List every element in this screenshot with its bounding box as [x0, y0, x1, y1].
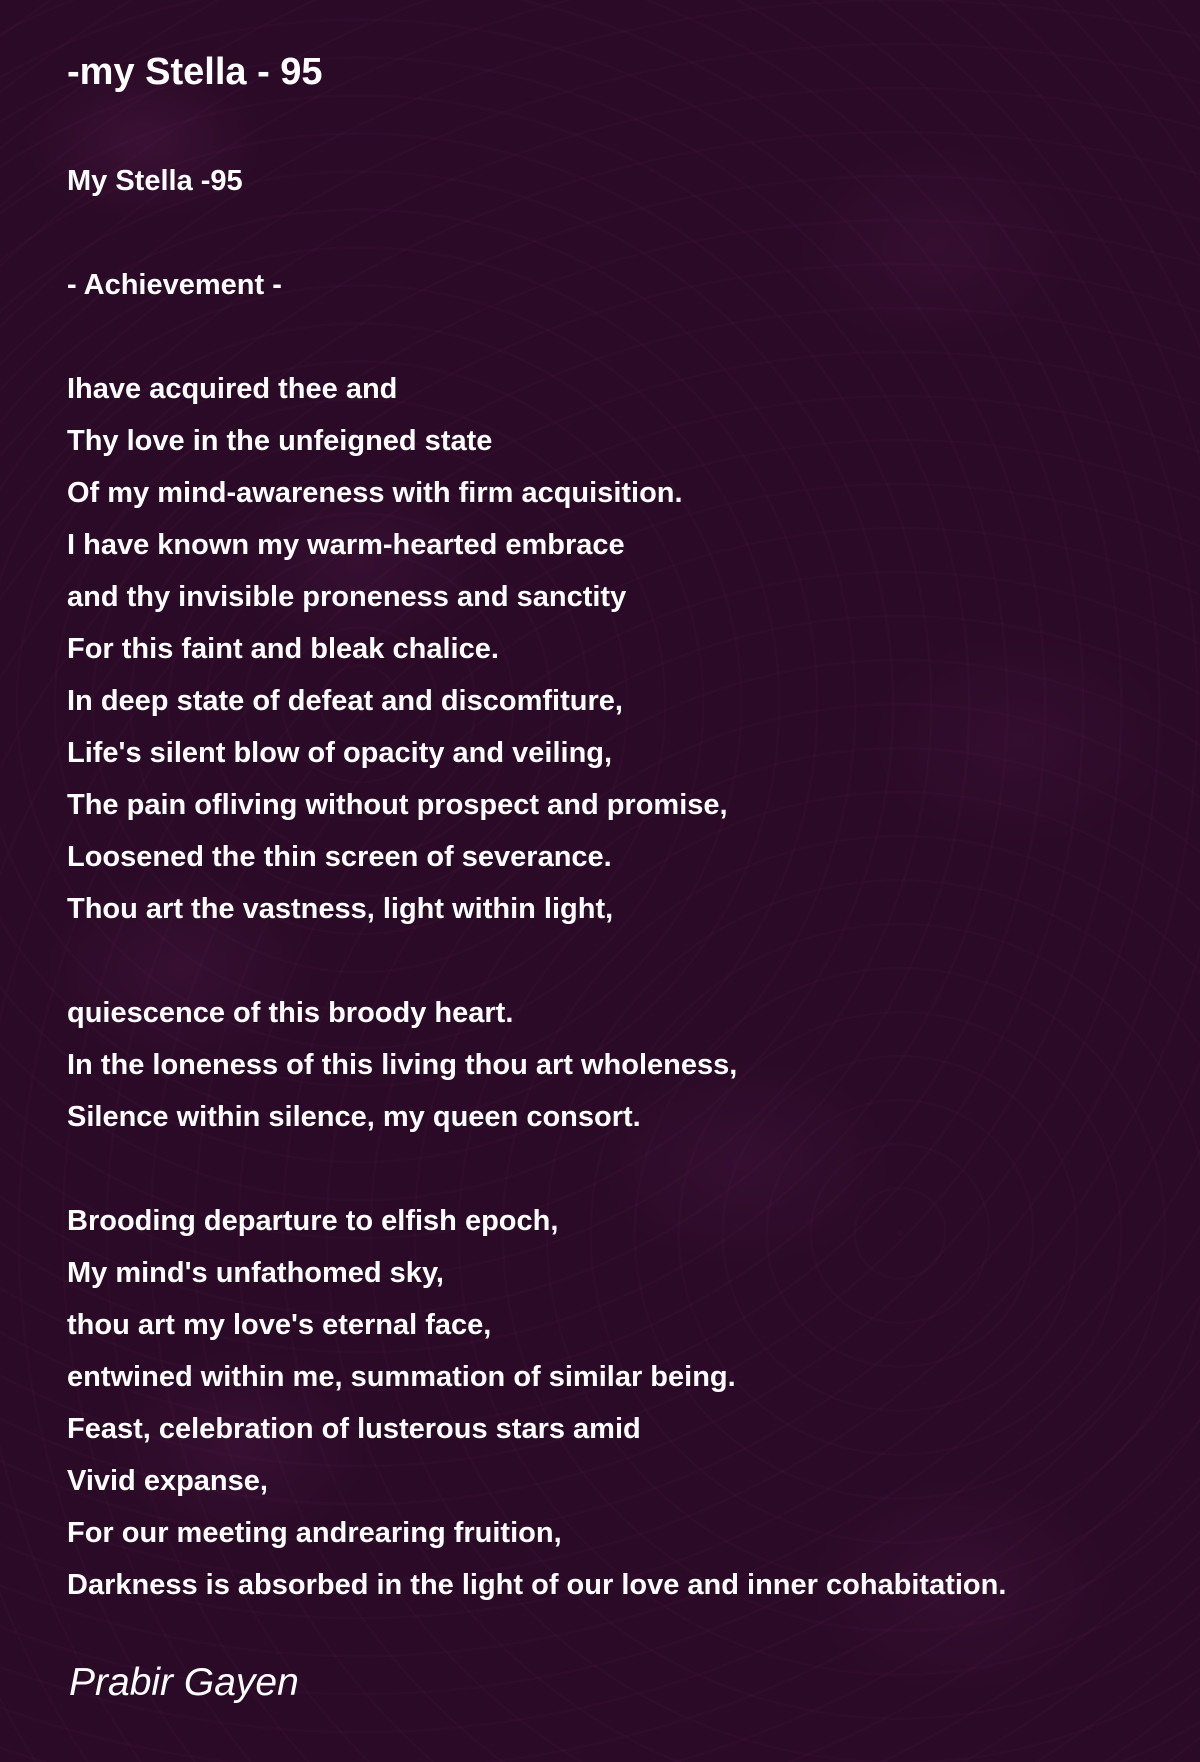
poem-line: Life's silent blow of opacity and veiling,: [67, 737, 613, 769]
poem-line: For this faint and bleak chalice.: [67, 633, 499, 665]
poem-line: The pain ofliving without prospect and promise,: [67, 789, 728, 821]
poem-line: Silence within silence, my queen consort.: [67, 1101, 641, 1133]
poem-line: Thou art the vastness, light within light,: [67, 893, 614, 925]
poem-line: quiescence of this broody heart.: [67, 997, 514, 1029]
poem-line: entwined within me, summation of similar being.: [67, 1361, 736, 1393]
poem-line: thou art my love's eternal face,: [67, 1309, 492, 1341]
poem-line: Vivid expanse,: [67, 1465, 268, 1497]
stanza-break: [67, 207, 1177, 259]
poem-line: I have known my warm-hearted embrace: [67, 529, 625, 561]
stanza-break: [67, 935, 1177, 987]
stanza-break: [67, 1143, 1177, 1195]
poem-line: - Achievement -: [67, 269, 282, 301]
poem-line: In deep state of defeat and discomfiture,: [67, 685, 623, 717]
poem-line: Loosened the thin screen of severance.: [67, 841, 612, 873]
poem-line: My Stella -95: [67, 165, 243, 197]
poem-line: Brooding departure to elfish epoch,: [67, 1205, 559, 1237]
poem-line: Of my mind-awareness with firm acquisition.: [67, 477, 683, 509]
poem-line: Darkness is absorbed in the light of our love and inner cohabitation.: [67, 1569, 1007, 1601]
poem-line: Feast, celebration of lusterous stars amid: [67, 1413, 641, 1445]
poem-author: Prabir Gayen: [69, 1661, 299, 1704]
poem-line: Thy love in the unfeigned state: [67, 425, 493, 457]
stanza-break: [67, 311, 1177, 363]
poem-line: For our meeting andrearing fruition,: [67, 1517, 562, 1549]
poem-line: and thy invisible proneness and sanctity: [67, 581, 627, 613]
poem-line: In the loneness of this living thou art wholeness,: [67, 1049, 738, 1081]
poem-line: My mind's unfathomed sky,: [67, 1257, 444, 1289]
poem-title: -my Stella - 95: [67, 51, 323, 93]
poem-line: Ihave acquired thee and: [67, 373, 398, 405]
poem-body: [67, 155, 1177, 1611]
